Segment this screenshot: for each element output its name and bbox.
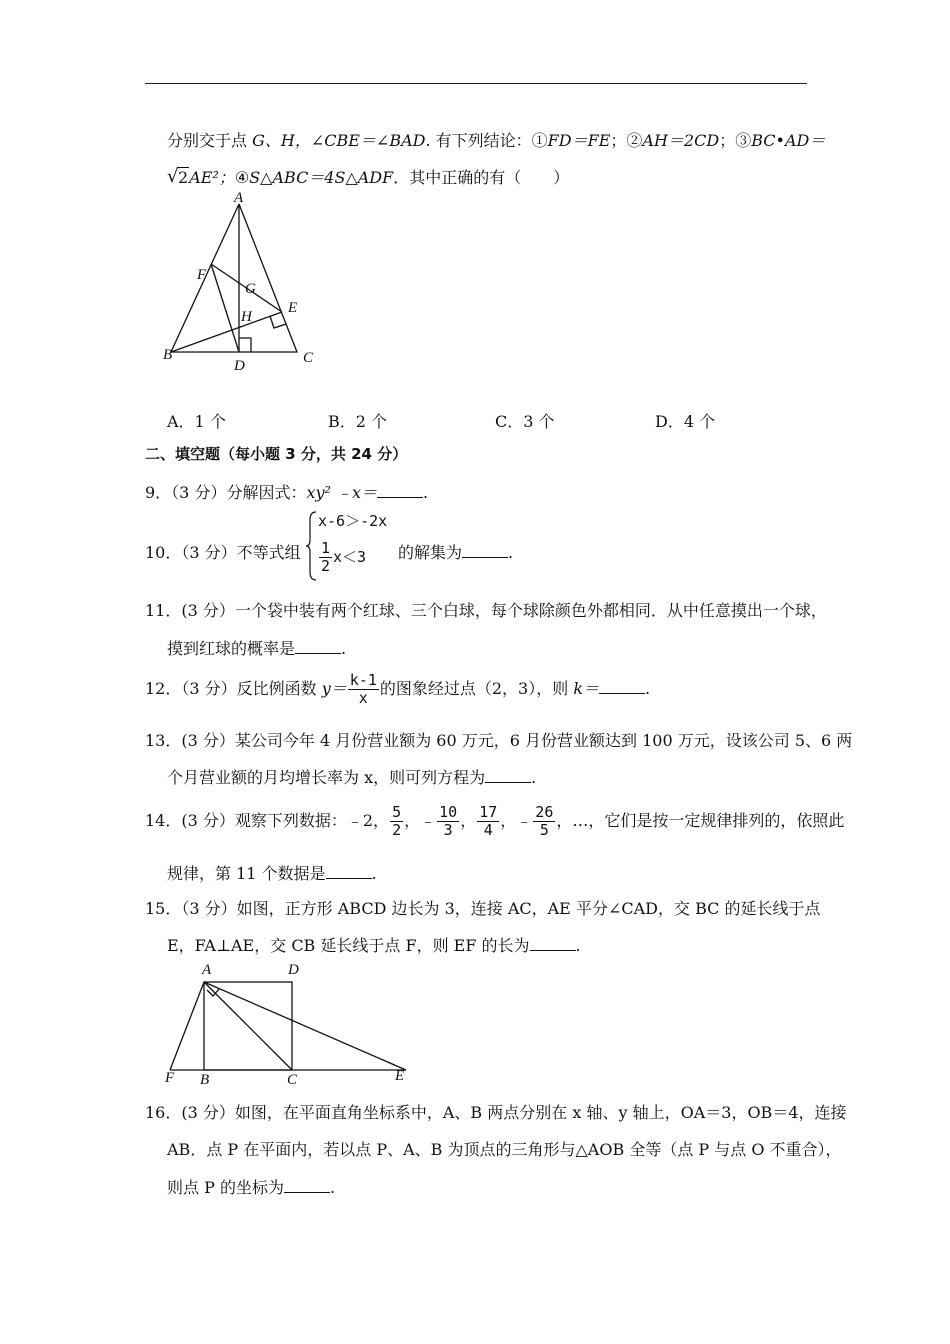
q14-frac-2-sign: ﹣ [420, 811, 437, 830]
q11-line2-text: 摸到红球的概率是 [167, 639, 296, 658]
q16-line3-text: 则点 P 的坐标为 [167, 1178, 284, 1197]
header-rule [145, 83, 807, 84]
q9-expression: xy² ﹣x＝ [306, 483, 378, 502]
label-E: E [288, 300, 298, 316]
q13-end: . [531, 768, 537, 787]
answer-blank[interactable] [377, 483, 423, 498]
label-G: G [245, 281, 256, 297]
answer-blank[interactable] [599, 679, 645, 694]
q16-line3 [167, 1175, 335, 1198]
conclusion-3-marker: ③ [735, 131, 752, 150]
q10-frac-num: 1 [321, 539, 331, 557]
q10-suffix [398, 540, 513, 563]
fig15-label-D: D [288, 962, 299, 978]
q14-frac-2-den: 3 [443, 821, 453, 839]
q13-line2-text: 个月营业额的月均增长率为 x，则可列方程为 [167, 768, 486, 787]
option-b[interactable]: B．2 个 [328, 412, 388, 431]
q8-question-end: ．其中正确的有（ ） [393, 168, 570, 187]
label-F: F [197, 267, 207, 283]
label-C: C [303, 350, 314, 366]
q12-k: k＝ [573, 679, 600, 698]
q14-frac-2 [437, 804, 459, 839]
option-a[interactable]: A．1 个 [167, 412, 226, 431]
label-D: D [234, 358, 245, 374]
q12-fraction [348, 672, 379, 707]
answer-blank[interactable] [295, 639, 341, 654]
q14-line2 [167, 861, 377, 884]
q12-prefix: 12．（3 分）反比例函数 [145, 679, 322, 698]
sqrt-expression: √ 2 [167, 166, 189, 187]
conclusion-4-marker: ④ [234, 168, 250, 187]
q8-text-b: G、H，∠CBE＝∠BAD [252, 131, 426, 150]
q10-suffix-text: 的解集为 [398, 543, 463, 562]
conclusion-1-marker: ① [531, 131, 548, 150]
q12-frac-num: k-1 [349, 671, 377, 689]
conclusion-4: S△ABC＝4S△ADF [249, 168, 394, 187]
conclusion-3: BC•AD＝ [751, 131, 826, 150]
q9 [145, 480, 428, 503]
fig15-label-C: C [287, 1072, 298, 1088]
q16-line1: 16．(3 分）如图，在平面直角坐标系中，A、B 两点分别在 x 轴、y 轴上，OA＝3，OB＝4，连接 [145, 1103, 847, 1122]
q10-brace [306, 510, 318, 582]
q8-text-a: 分别交于点 [167, 131, 253, 150]
q14-frac-2-num: 10 [439, 803, 458, 821]
fig15-label-E: E [395, 1068, 405, 1084]
q8-text-c: . 有下列结论： [425, 131, 532, 150]
q12 [145, 672, 650, 707]
q14-frac-3-num: 17 [479, 803, 498, 821]
q10-fraction [319, 540, 332, 575]
label-B: B [163, 347, 173, 363]
q14-frac-4-num: 26 [535, 803, 554, 821]
q14-end: . [371, 864, 377, 883]
conclusion-2-marker: ② [626, 131, 643, 150]
q10-inequality-2 [318, 540, 366, 575]
q14-frac-4-den: 5 [539, 821, 549, 839]
q12-end: . [645, 679, 651, 698]
q14-frac-4 [533, 804, 555, 839]
q15-line2-text: E，FA⊥AE，交 CB 延长线于点 F，则 EF 的长为 [167, 936, 530, 955]
q10-ineq2-text: x＜3 [333, 548, 367, 566]
q14-frac-1-den: 2 [392, 821, 402, 839]
q10-inequality-1: x-6＞-2x [318, 512, 388, 530]
q11-end: . [341, 639, 347, 658]
q10-prefix: 10．（3 分）不等式组 [145, 543, 301, 562]
q10-end: . [508, 543, 514, 562]
q8-line2 [167, 165, 569, 188]
q16-end: . [329, 1178, 336, 1197]
fig15-label-F: F [165, 1070, 175, 1086]
q14-suffix: ，…，它们是按一定规律排列的，依照此 [556, 811, 845, 830]
q9-text: 9．（3 分）分解因式： [145, 483, 307, 502]
conclusion-1: FD＝FE [547, 131, 611, 150]
q15-end: . [575, 936, 581, 955]
q10-frac-den: 2 [321, 557, 331, 575]
q14-frac-1 [390, 804, 403, 839]
conclusion-2: AH＝2CD [642, 131, 720, 150]
label-A: A [234, 190, 244, 206]
answer-blank[interactable] [462, 543, 508, 558]
q15-square-figure [158, 958, 418, 1088]
answer-blank[interactable] [530, 936, 576, 951]
q14-line2-text: 规律，第 11 个数据是 [167, 864, 326, 883]
answer-blank[interactable] [326, 864, 372, 879]
option-d[interactable]: D．4 个 [655, 412, 716, 431]
q12-mid: 的图象经过点（2，3），则 [379, 679, 574, 698]
q12-y: y＝ [321, 679, 347, 698]
section-title: 二、填空题（每小题 3 分，共 24 分） [145, 445, 408, 463]
q14-frac-4-sign: ﹣ [516, 811, 533, 830]
q15-line2 [167, 933, 581, 956]
q8-ae-squared: AE²； [189, 168, 235, 187]
q8-triangle-figure [158, 190, 328, 380]
q8-line1: 分别交于点 G、H，∠CBE＝∠BAD. 有下列结论：①FD＝FE；②AH＝2CD；③BC•AD＝ [167, 131, 826, 150]
sqrt-radicand: 2 [178, 168, 189, 187]
q16-line2: AB．点 P 在平面内，若以点 P、A、B 为顶点的三角形与△AOB 全等（点 P 与点 O 不重合）， [167, 1140, 842, 1159]
q14-prefix: 14．(3 分）观察下列数据：﹣2， [145, 811, 390, 830]
q12-frac-den: x [358, 689, 368, 707]
q13-line2 [167, 765, 536, 788]
option-c[interactable]: C．3 个 [495, 412, 555, 431]
q13-line1: 13．(3 分）某公司今年 4 月份营业额为 60 万元，6 月份营业额达到 100 万元，设该公司 5、6 两 [145, 731, 853, 750]
q15-line1: 15．（3 分）如图，正方形 ABCD 边长为 3，连接 AC，AE 平分∠CAD，交 BC 的延长线于点 [145, 899, 821, 918]
q14-line1: 14．(3 分）观察下列数据：﹣2， $\frac{5}{2}$ ，﹣ $\frac{10}{3}$ ， $\frac{17}{4}$ ，﹣ $\frac{26}{5}$ ，…，它们是按一定规律排列的，依照此 [145, 803, 845, 839]
q14-frac-3-den: 4 [483, 821, 493, 839]
q11-line1: 11．(3 分）一个袋中装有两个红球、三个白球，每个球除颜色外都相同．从中任意摸出一个球， [145, 601, 827, 620]
answer-blank[interactable] [485, 768, 531, 783]
q11-line2 [167, 636, 346, 659]
q14-frac-1-num: 5 [392, 803, 402, 821]
fig15-label-B: B [200, 1072, 210, 1088]
label-H: H [241, 309, 252, 325]
q14-frac-3 [477, 804, 499, 839]
q9-end: . [423, 483, 429, 502]
fig15-label-A: A [202, 962, 212, 978]
answer-blank[interactable] [284, 1178, 330, 1193]
